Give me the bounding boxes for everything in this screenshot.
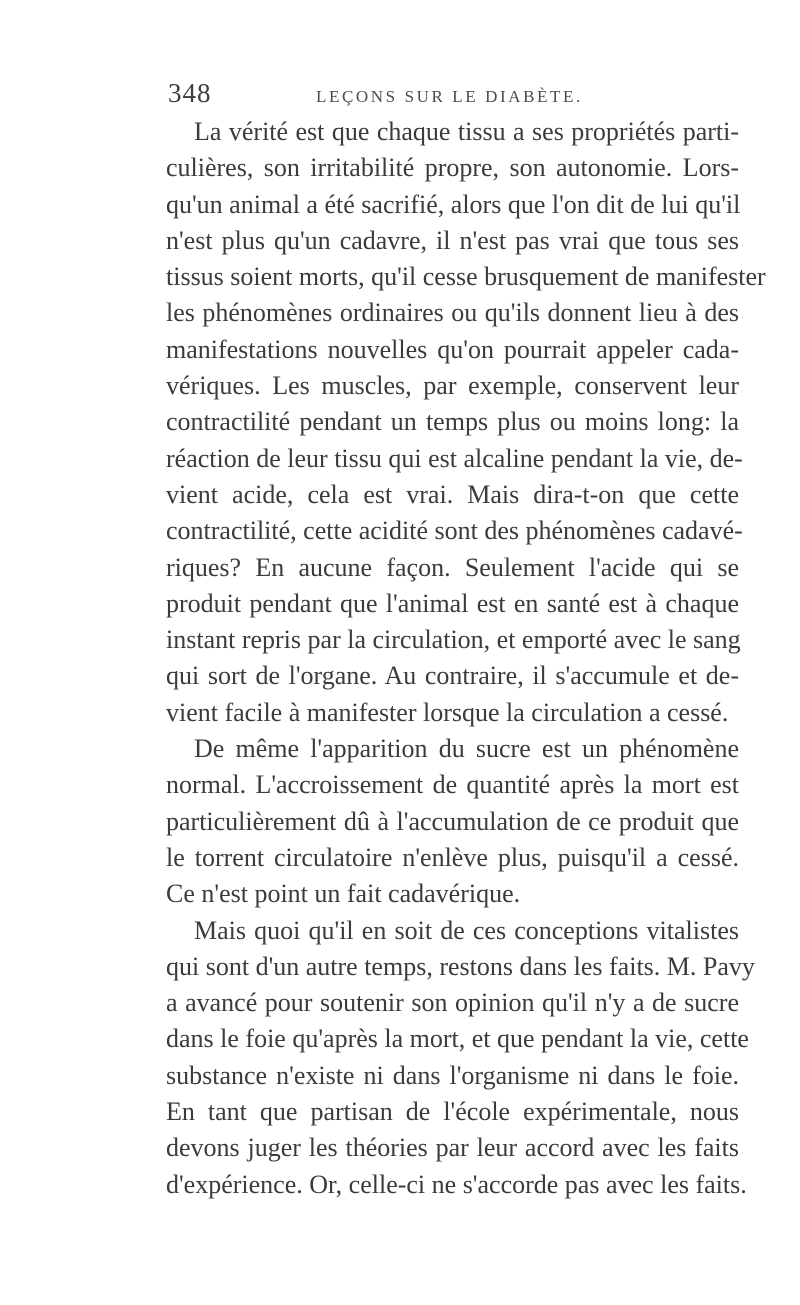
page-number: 348 (168, 78, 212, 108)
text-line: vient acide, cela est vrai. Mais dira-t-on que cette (166, 479, 739, 509)
text-line: En tant que partisan de l'école expérimentale, nous (166, 1097, 739, 1127)
text-line: qu'un animal a été sacrifié, alors que l'on dit de lui qu'il (166, 189, 741, 219)
text-line: manifestations nouvelles qu'on pourrait appeler cada- (166, 334, 739, 364)
text-line: d'expérience. Or, celle-ci ne s'accorde pas avec les faits. (166, 1169, 747, 1199)
text-line: a avancé pour soutenir son opinion qu'il n'y a de sucre (166, 988, 739, 1018)
running-head: LEÇONS SUR LE DIABÈTE. (316, 87, 583, 106)
text-line: vériques. Les muscles, par exemple, conservent leur (166, 371, 739, 401)
text-line: Mais quoi qu'il en soit de ces conceptions vitalistes (194, 915, 739, 945)
text-line: réaction de leur tissu qui est alcaline pendant la vie, de- (166, 443, 743, 473)
text-line: tissus soient morts, qu'il cesse brusquement de manifester (166, 262, 766, 292)
page-header (168, 78, 628, 110)
text-line: culières, son irritabilité propre, son autonomie. Lors- (166, 153, 739, 183)
text-line: produit pendant que l'animal est en santé est à chaque (166, 588, 739, 618)
text-line: dans le foie qu'après la mort, et que pendant la vie, cette (166, 1024, 749, 1054)
text-line: devons juger les théories par leur accord avec les faits (166, 1133, 739, 1163)
text-line: Ce n'est point un fait cadavérique. (166, 879, 521, 909)
text-line: substance n'existe ni dans l'organisme ni dans le foie. (166, 1060, 739, 1090)
text-line: qui sort de l'organe. Au contraire, il s'accumule et de- (166, 661, 739, 691)
text-line: n'est plus qu'un cadavre, il n'est pas vrai que tous ses (166, 225, 739, 255)
text-line: contractilité pendant un temps plus ou moins long: la (166, 407, 739, 437)
text-line: qui sont d'un autre temps, restons dans les faits. M. Pavy (166, 951, 755, 981)
text-line: La vérité est que chaque tissu a ses propriétés parti- (194, 117, 739, 146)
text-line: vient facile à manifester lorsque la circulation a cessé. (166, 697, 729, 727)
text-line: normal. L'accroissement de quantité après la mort est (166, 770, 739, 800)
text-line: les phénomènes ordinaires ou qu'ils donnent lieu à des (166, 298, 739, 328)
text-line: contractilité, cette acidité sont des phénomènes cadavé- (166, 516, 743, 546)
text-line: De même l'apparition du sucre est un phénomène (194, 734, 739, 764)
text-line: riques? En aucune façon. Seulement l'acide qui se (166, 552, 739, 582)
body-text (166, 114, 766, 1203)
text-line: le torrent circulatoire n'enlève plus, puisqu'il a cessé. (166, 842, 739, 872)
text-line: particulièrement dû à l'accumulation de ce produit que (166, 806, 739, 836)
text-line: instant repris par la circulation, et emporté avec le sang (166, 625, 741, 655)
